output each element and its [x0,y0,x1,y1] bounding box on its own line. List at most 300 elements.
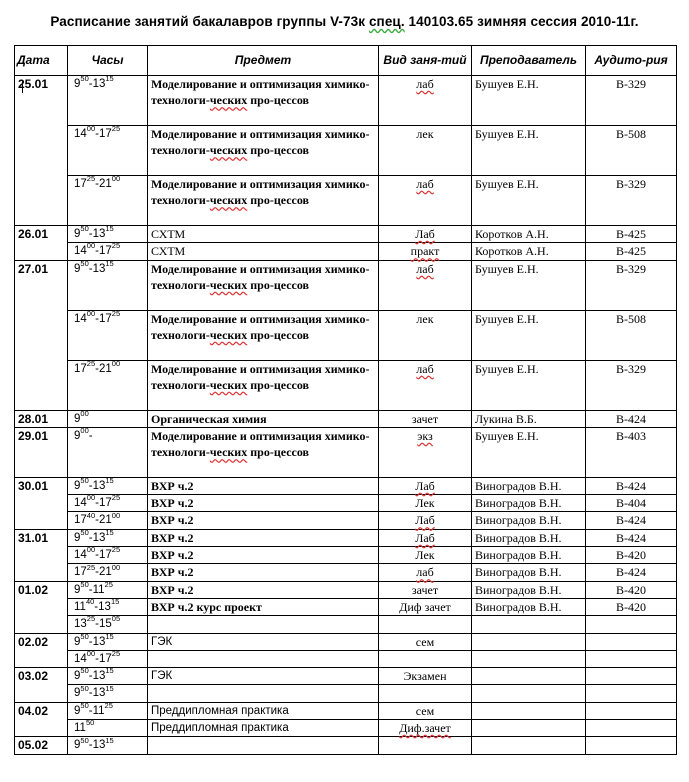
hours-start-minutes: 25 [86,614,96,624]
date-cell: 28.01 [15,410,68,427]
teacher-cell [472,702,586,719]
kind-text: лек [416,127,434,141]
kind-cell [379,226,472,243]
subject-cell: ГЭК [148,668,379,685]
kind-text: практ [410,244,440,259]
teacher-cell [472,720,586,737]
subject-cell: СХТМ [148,243,379,260]
hours-end-minutes: 25 [111,241,121,251]
room-cell: В-403 [586,427,677,477]
teacher-cell: Виноградов В.Н. [472,477,586,494]
kind-cell [379,581,472,598]
hours-start: 14 [74,128,87,140]
date-cell: 25.01 [15,76,68,226]
hours-start-minutes: 00 [86,241,96,251]
kind-text: Лаб [415,513,435,528]
subject-cell: Преддипломная практика [148,720,379,737]
header-kind: Вид заня-тий [379,46,472,76]
subject-cell: Моделирование и оптимизация химико-технологи-ческих про-цессов [148,360,379,410]
room-cell [586,685,677,702]
hours-start-minutes: 00 [80,426,89,436]
table-row [15,737,677,754]
room-cell: В-424 [586,529,677,546]
kind-cell [379,616,472,633]
kind-text: сем [415,703,435,718]
kind-cell [379,668,472,685]
teacher-cell: Коротков А.Н. [472,226,586,243]
kind-cell [379,564,472,581]
hours-start-minutes: 50 [80,631,89,641]
date-cell: 31.01 [15,529,68,581]
room-cell [586,720,677,737]
room-cell: В-508 [586,126,677,176]
hours-cell: $9^{50}-13^{15}$ [68,477,148,494]
subject-cell [148,737,379,754]
teacher-cell: Виноградов В.Н. [472,598,586,615]
kind-cell [379,547,472,564]
hours-start: 17 [74,566,87,579]
kind-text: экз [417,428,433,443]
date-cell: 02.02 [15,633,68,668]
hours-cell: $17^{40}-21^{00}$ [68,512,148,529]
room-cell: В-424 [586,564,677,581]
hours-start-minutes: 50 [80,527,89,537]
hours-end: 13 [92,670,106,683]
hours-start-minutes: 00 [86,493,96,503]
room-cell: В-329 [586,260,677,310]
hours-end: 13 [92,739,106,752]
subject-cell: ВХР ч.2 [148,477,379,494]
subject-cell: Моделирование и оптимизация химико-технологи-ческих про-цессов [148,260,379,310]
hours-cell: $9^{50}-13^{15}$ [68,685,148,702]
hours-start-minutes: 50 [85,718,95,728]
hours-end-minutes: 00 [111,358,121,368]
hours-end: 17 [98,497,112,510]
kind-cell [379,650,472,667]
hours-end-minutes: 15 [105,224,114,234]
date-cell: 30.01 [15,477,68,529]
date-cell: 03.02 [15,668,68,703]
hours-end-minutes: 15 [105,527,114,537]
hours-end-minutes: 25 [104,579,113,589]
subject-cell: ВХР ч.2 курс проект [148,598,379,615]
hours-start-minutes: 50 [80,579,89,589]
hours-start: 9 [74,687,81,700]
hours-start: 17 [74,514,87,527]
subject-cell: ВХР ч.2 [148,547,379,564]
kind-text: лаб [416,565,434,580]
subject-cell: Моделирование и оптимизация химико-технологи-ческих про-цессов [148,176,379,226]
date-cell: 01.02 [15,581,68,633]
table-row [15,581,677,598]
hours-start-minutes: 00 [86,545,96,555]
hours-end-minutes: 15 [105,666,114,676]
subject-cell: ВХР ч.2 [148,529,379,546]
hours-end-minutes: 05 [111,614,121,624]
teacher-cell: Коротков А.Н. [472,243,586,260]
kind-cell [379,176,472,226]
room-cell: В-404 [586,495,677,512]
teacher-cell: Бушуев Е.Н. [472,76,586,126]
hours-start: 14 [74,549,87,562]
hours-start-minutes: 00 [86,124,96,134]
hours-cell: $9^{50}-13^{15}$ [68,633,148,650]
kind-text: сем [415,634,435,649]
spellcheck-word: ческих [209,93,248,108]
hours-cell: $9^{50}-13^{15}$ [68,668,148,685]
hours-end-minutes: 25 [111,308,121,318]
teacher-cell: Бушуев Е.Н. [472,360,586,410]
hours-end: 13 [92,635,106,648]
hours-end: 13 [92,228,106,240]
kind-text: лек [416,311,434,326]
hours-cell: $9^{50}-11^{25}$ [68,702,148,719]
hours-end: 21 [98,362,112,375]
kind-text: Лаб [415,478,435,493]
spellcheck-word: ческих [209,377,248,392]
teacher-cell [472,616,586,633]
hours-cell: $14^{00}-17^{25}$ [68,650,148,667]
table-row [15,547,677,564]
hours-end: 21 [98,178,112,190]
teacher-cell [472,737,586,754]
kind-cell [379,720,472,737]
kind-cell [379,360,472,410]
hours-end: 21 [98,566,112,579]
hours-end-minutes: 25 [111,493,121,503]
kind-cell [379,685,472,702]
table-row [15,243,677,260]
kind-cell [379,633,472,650]
hours-cell: $14^{00}-17^{25}$ [68,243,148,260]
hours-start-minutes: 00 [86,649,96,659]
hours-cell: $9^{00}-$ [68,427,148,477]
kind-text: лаб [416,361,434,376]
hours-end: 13 [92,531,106,544]
kind-cell [379,477,472,494]
hours-cell [68,720,148,737]
hours-end-minutes: 15 [105,74,114,84]
subject-cell: Моделирование и оптимизация химико-технологи-ческих про-цессов [148,310,379,360]
subject-cell [148,616,379,633]
hours-cell: $9^{50}-13^{15}$ [68,76,148,126]
teacher-cell: Виноградов В.Н. [472,495,586,512]
date-cell: 04.02 [15,702,68,737]
spellcheck-word: ческих [209,277,248,292]
hours-end: 13 [92,262,106,275]
date-cell: 27.01 [15,260,68,410]
kind-text: лаб [416,177,434,191]
hours-start-minutes: 50 [80,666,89,676]
hours-cell: $17^{25}-21^{00}$ [68,176,148,226]
kind-cell [379,427,472,477]
hours-start-minutes: 00 [80,408,89,418]
hours-end: 13 [92,687,106,700]
hours-start: 9 [74,583,81,596]
header-hours: Часы [68,46,148,76]
subject-cell: ВХР ч.2 [148,495,379,512]
kind-text: Лаб [415,530,435,545]
teacher-cell: Виноградов В.Н. [472,564,586,581]
hours-cell [68,410,148,427]
hours-start: 9 [74,412,81,425]
hours-end: 17 [98,652,112,665]
table-row [15,668,677,685]
kind-text: зачет [411,582,439,597]
hours-end-minutes: 15 [105,735,114,745]
hours-start: 14 [74,312,87,325]
table-row [15,720,677,737]
header-subject: Предмет [148,46,379,76]
table-row [15,685,677,702]
hours-start: 14 [74,652,87,665]
hours-end: 13 [92,78,106,90]
title-underlined: спец. [368,14,405,29]
page-title [0,14,689,29]
table-row [15,702,677,719]
room-cell: В-424 [586,410,677,427]
hours-start-minutes: 40 [86,510,96,520]
hours-start: 9 [74,429,81,442]
room-cell: В-329 [586,360,677,410]
teacher-cell: Бушуев Е.Н. [472,176,586,226]
kind-text: Диф.зачет [399,721,451,736]
room-cell [586,668,677,685]
kind-cell [379,702,472,719]
teacher-cell: Виноградов В.Н. [472,512,586,529]
hours-end: 17 [98,128,112,140]
kind-text: Лек [415,496,435,511]
teacher-cell [472,668,586,685]
subject-cell: Преддипломная практика [148,702,379,719]
table-row [15,495,677,512]
hours-end-minutes: 15 [105,258,114,268]
room-cell [586,702,677,719]
hours-start-minutes: 50 [80,700,89,710]
hours-end: 11 [92,704,105,717]
teacher-cell: Бушуев Е.Н. [472,260,586,310]
hours-start: 9 [74,228,81,240]
kind-text: Экзамен [403,669,447,684]
teacher-cell [472,650,586,667]
kind-cell [379,243,472,260]
hours-end-minutes: 25 [111,124,121,134]
schedule-table [14,45,677,755]
header-date: Дата [15,46,68,76]
hours-end: 17 [98,312,112,325]
hours-cell: $14^{00}-17^{25}$ [68,495,148,512]
kind-cell [379,260,472,310]
date-cell: 26.01 [15,226,68,261]
kind-cell [379,410,472,427]
hours-end-minutes: 00 [111,174,121,184]
hours-end: 11 [92,583,105,596]
hours-start: 9 [74,531,81,544]
hours-cell: $17^{25}-21^{00}$ [68,360,148,410]
hours-end-minutes: 25 [111,545,121,555]
hours-end-minutes: 25 [111,649,121,659]
hours-start: 9 [74,704,81,717]
subject-cell: СХТМ [148,226,379,243]
hours-start: 9 [74,739,81,752]
kind-cell [379,76,472,126]
title-suffix: 140103.65 зимняя сессия 2010-11г. [404,14,639,29]
hours-cell: $9^{50}-11^{25}$ [68,581,148,598]
room-cell: В-508 [586,310,677,360]
hours-end-minutes: 15 [105,631,114,641]
hours-start-minutes: 40 [85,597,95,607]
hours-start: 17 [74,362,87,375]
room-cell: В-424 [586,512,677,529]
table-row [15,564,677,581]
teacher-cell: Виноградов В.Н. [472,547,586,564]
room-cell [586,616,677,633]
hours-end: 13 [98,600,111,613]
table-row [15,529,677,546]
table-row [15,616,677,633]
subject-cell: ВХР ч.2 [148,512,379,529]
kind-cell [379,495,472,512]
hours-start-minutes: 00 [86,308,96,318]
room-cell: В-420 [586,598,677,615]
kind-text: Лаб [415,227,435,241]
table-row [15,427,677,477]
room-cell [586,737,677,754]
hours-cell: $14^{00}-17^{25}$ [68,310,148,360]
hours-end: 17 [98,245,112,258]
room-cell: В-424 [586,477,677,494]
hours-start-minutes: 25 [86,174,96,184]
spellcheck-word: ческих [209,143,248,158]
hours-start: 9 [74,635,81,648]
room-cell [586,633,677,650]
room-cell: В-420 [586,547,677,564]
teacher-cell: Виноградов В.Н. [472,581,586,598]
table-row [15,126,677,176]
hours-start-minutes: 25 [86,358,96,368]
hours-start-minutes: 50 [80,683,89,693]
hours-end-minutes: 15 [105,476,114,486]
subject-cell: ГЭК [148,633,379,650]
hours-cell: $14^{00}-17^{25}$ [68,126,148,176]
kind-cell [379,598,472,615]
header-row [15,46,677,76]
subject-cell: Органическая химия [148,410,379,427]
teacher-cell [472,633,586,650]
kind-text: лаб [416,77,434,91]
table-row [15,410,677,427]
hours-start-minutes: 50 [80,74,89,84]
table-row [15,360,677,410]
kind-text: зачет [411,411,439,426]
date-cell: 29.01 [15,427,68,477]
subject-cell [148,685,379,702]
header-room: Аудито-рия [586,46,677,76]
spellcheck-word: ческих [209,327,248,342]
kind-text: лаб [416,261,434,276]
hours-start-minutes: 50 [80,258,89,268]
room-cell: В-329 [586,76,677,126]
spellcheck-word: ческих [209,193,248,208]
table-row [15,176,677,226]
kind-cell [379,512,472,529]
teacher-cell [472,685,586,702]
hours-start: 13 [74,618,87,631]
hours-end: 17 [98,549,112,562]
hours-start: 9 [74,262,81,275]
table-row [15,260,677,310]
hours-cell: $9^{50}-13^{15}$ [68,737,148,754]
hours-start: 14 [74,245,87,258]
hours-start-minutes: 50 [80,735,89,745]
hours-end: 15 [98,618,112,631]
room-cell: В-329 [586,176,677,226]
subject-cell: ВХР ч.2 [148,581,379,598]
table-row [15,76,677,126]
schedule-body [15,76,677,755]
date-cell: 05.02 [15,737,68,754]
table-row [15,633,677,650]
kind-cell [379,529,472,546]
title-prefix: Расписание занятий бакалавров группы V-73к [50,14,369,29]
hours-end: 21 [98,514,112,527]
hours-end-minutes: 00 [111,510,121,520]
hours-end-minutes: 00 [111,562,121,572]
kind-cell [379,310,472,360]
hours-start-minutes: 50 [80,476,89,486]
hours-end-minutes: 15 [110,597,120,607]
hours-start: 17 [74,178,87,190]
hours-end-minutes: 15 [105,683,114,693]
hours-start: 9 [74,670,81,683]
hours-start: 11 [74,600,86,613]
room-cell: В-425 [586,243,677,260]
hours-start: 9 [74,78,81,90]
kind-text: Диф зачет [399,599,451,614]
hours-cell: $17^{25}-21^{00}$ [68,564,148,581]
kind-cell [379,737,472,754]
header-teacher: Преподаватель [472,46,586,76]
hours-end: 13 [92,479,106,492]
hours-cell: $9^{50}-13^{15}$ [68,529,148,546]
hours-start: 14 [74,497,87,510]
teacher-cell: Бушуев Е.Н. [472,310,586,360]
subject-cell [148,650,379,667]
subject-cell: Моделирование и оптимизация химико-технологи-ческих про-цессов [148,76,379,126]
room-cell: В-425 [586,226,677,243]
hours-start: 9 [74,479,81,492]
room-cell: В-420 [586,581,677,598]
kind-text: Лек [415,548,435,563]
hours-cell: $14^{00}-17^{25}$ [68,547,148,564]
teacher-cell: Бушуев Е.Н. [472,126,586,176]
hours-cell: $9^{50}-13^{15}$ [68,226,148,243]
hours-cell: $13^{25}-15^{05}$ [68,616,148,633]
hours-cell: $11^{40}-13^{15}$ [68,598,148,615]
subject-cell: Моделирование и оптимизация химико-технологи-ческих про-цессов [148,126,379,176]
hours-start-minutes: 50 [80,224,89,234]
hours-cell: $9^{50}-13^{15}$ [68,260,148,310]
hours-end-minutes: 25 [104,700,113,710]
spellcheck-word: ческих [209,445,248,460]
teacher-cell: Лукина В.Б. [472,410,586,427]
table-row [15,512,677,529]
hours-start: 11 [74,722,86,735]
subject-cell: Моделирование и оптимизация химико-технологи-ческих про-цессов [148,427,379,477]
teacher-cell: Бушуев Е.Н. [472,427,586,477]
hours-start-minutes: 25 [86,562,96,572]
room-cell [586,650,677,667]
